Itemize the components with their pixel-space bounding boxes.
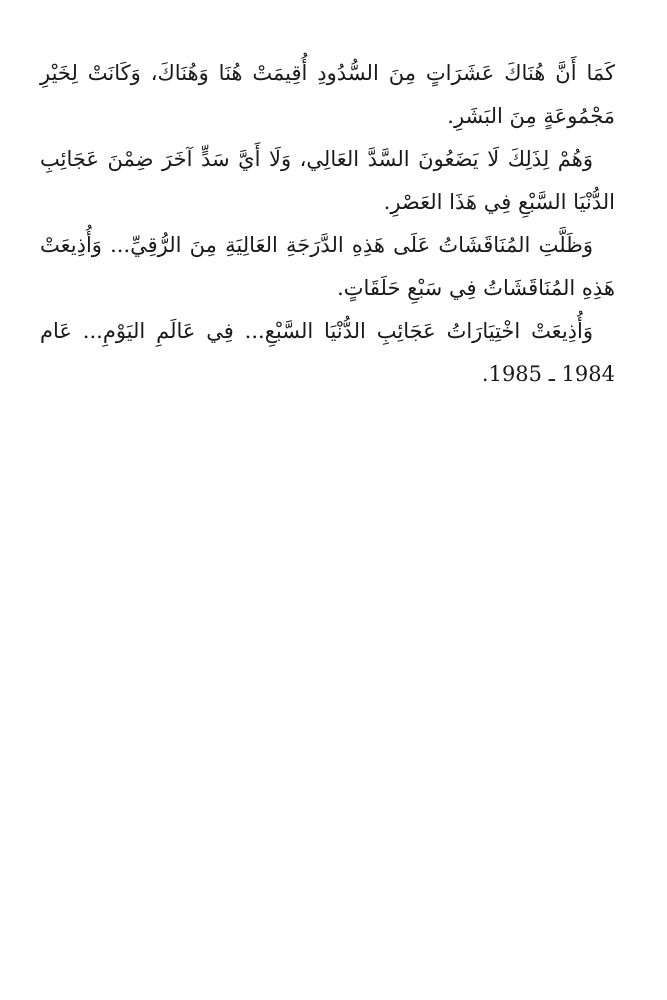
paragraph-broadcast: وَأُذِيعَتْ اخْتِيَارَاتُ عَجَائِبِ الدُّنْيَا السَّبْعِ... فِي عَالَمِ اليَوْمِ... عَام 1984 ـ 1985. xyxy=(40,319,615,386)
paragraph-discussions: وَظَلَّتِ المُنَاقَشَاتُ عَلَى هَذِهِ الدَّرَجَةِ العَالِيَةِ مِنَ الرُّقِيِّ... وَأُذِيعَتْ هَذِهِ المُنَاقَشَاتُ فِي سَبْعِ حَلَقَاتٍ. xyxy=(40,233,615,300)
document-body xyxy=(40,52,615,396)
paragraph-dams: كَمَا أَنَّ هُنَاكَ عَشَرَاتٍ مِنَ السُّدُودِ أُقِيمَتْ هُنَا وَهُنَاكَ، وَكَانَتْ لِخَيْرِ مَجْمُوعَةٍ مِنَ البَشَرِ. xyxy=(40,61,615,128)
paragraph-high-dam: وَهُمْ لِذَلِكَ لَا يَضَعُونَ السَّدَّ العَالِي، وَلَا أَيَّ سَدٍّ آخَرَ ضِمْنَ عَجَائِبِ الدُّنْيَا السَّبْعِ فِي هَذَا العَصْرِ. xyxy=(40,147,615,214)
